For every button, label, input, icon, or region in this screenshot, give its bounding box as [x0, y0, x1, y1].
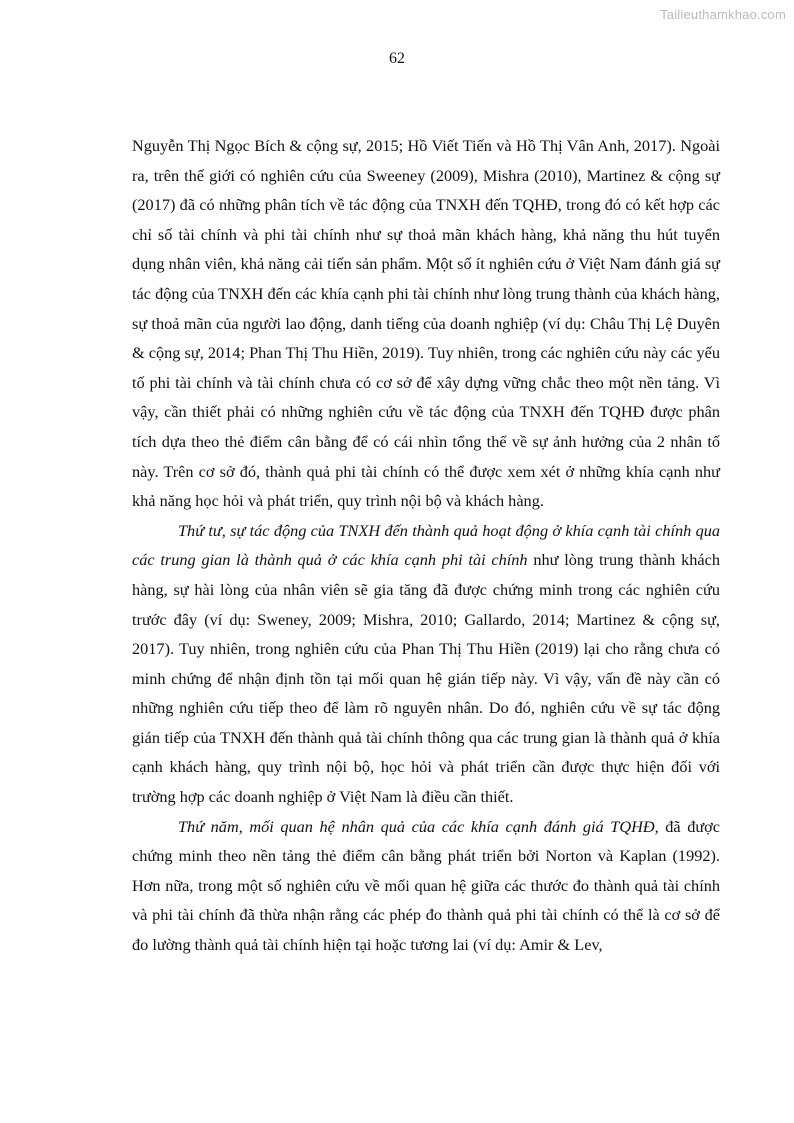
paragraph-text: đã được chứng minh theo nền tảng thẻ điểm cân bằng phát triển bởi Norton và Kaplan (1992). Hơn nữa, trong một số nghiên cứu về mối quan hệ giữa các thước đo thành quả tài chính và phi tài chính đã thừa nhận rằng các phép đo thành quả phi tài chính có thể là cơ sở để đo lường thành quả tài chính hiện tại hoặc tương lai (ví dụ: Amir & Lev,: [132, 816, 721, 955]
paragraph-italic-lead: Thứ tư, sự tác động của TNXH đến thành quả hoạt động ở khía cạnh tài chính qua các trung gian là thành quả ở các khía cạnh phi tài chính: [132, 520, 720, 570]
paragraph-text: như lòng trung thành khách hàng, sự hài lòng của nhân viên sẽ gia tăng đã được chứng minh trong các nghiên cứu trước đây (ví dụ: Sweney, 2009; Mishra, 2010; Gallardo, 2014; Martinez & cộng sự, 2017). Tuy nhiên, trong nghiên cứu của Phan Thị Thu Hiền (2019) lại cho rằng chưa có minh chứng để nhận định tồn tại mối quan hệ gián tiếp này. Vì vậy, vấn đề này cần có những nghiên cứu tiếp theo để làm rõ nguyên nhân. Do đó, nghiên cứu về sự tác động gián tiếp của TNXH đến thành quả tài chính thông qua các trung gian là thành quả ở khía cạnh khách hàng, quy trình nội bộ, học hỏi và phát triển cần được thực hiện đối với trường hợp các doanh nghiệp ở Việt Nam là điều cần thiết.: [132, 550, 720, 807]
watermark: Tailieuthamkhao.com: [660, 7, 786, 22]
paragraph-thu-nam: [132, 812, 720, 960]
paragraph-continued: [132, 131, 720, 516]
paragraph-text: Nguyễn Thị Ngọc Bích & cộng sự, 2015; Hồ Viết Tiến và Hồ Thị Vân Anh, 2017). Ngoài ra, trên thế giới có nghiên cứu của Sweeney (2009), Mishra (2010), Martinez & cộng sự (2017) đã có những phân tích về tác động của TNXH đến TQHĐ, trong đó có kết hợp các chỉ số tài chính và phi tài chính như sự thoả mãn khách hàng, khả năng thu hút tuyển dụng nhân viên, khả năng cải tiến sản phẩm. Một số ít nghiên cứu ở Việt Nam đánh giá sự tác động của TNXH đến các khía cạnh phi tài chính như lòng trung thành của khách hàng, sự thoả mãn của người lao động, danh tiếng của doanh nghiệp (ví dụ: Châu Thị Lệ Duyên & cộng sự, 2014; Phan Thị Thu Hiền, 2019). Tuy nhiên, trong các nghiên cứu này các yếu tố phi tài chính và tài chính chưa có cơ sở để xây dựng vững chắc theo một nền tảng. Vì vậy, cần thiết phải có những nghiên cứu về tác động của TNXH đến TQHĐ được phân tích dựa theo thẻ điểm cân bằng để có cái nhìn tổng thể về sự ảnh hưởng của 2 nhân tố này. Trên cơ sở đó, thành quả phi tài chính có thể được xem xét ở những khía cạnh như khả năng học hỏi và phát triển, quy trình nội bộ và khách hàng.: [132, 136, 720, 511]
page-number: 62: [389, 50, 405, 67]
document-body: [132, 131, 720, 960]
paragraph-thu-tu: [132, 516, 720, 812]
paragraph-italic-lead: Thứ năm, mối quan hệ nhân quả của các khía cạnh đánh giá TQHĐ,: [178, 816, 659, 836]
